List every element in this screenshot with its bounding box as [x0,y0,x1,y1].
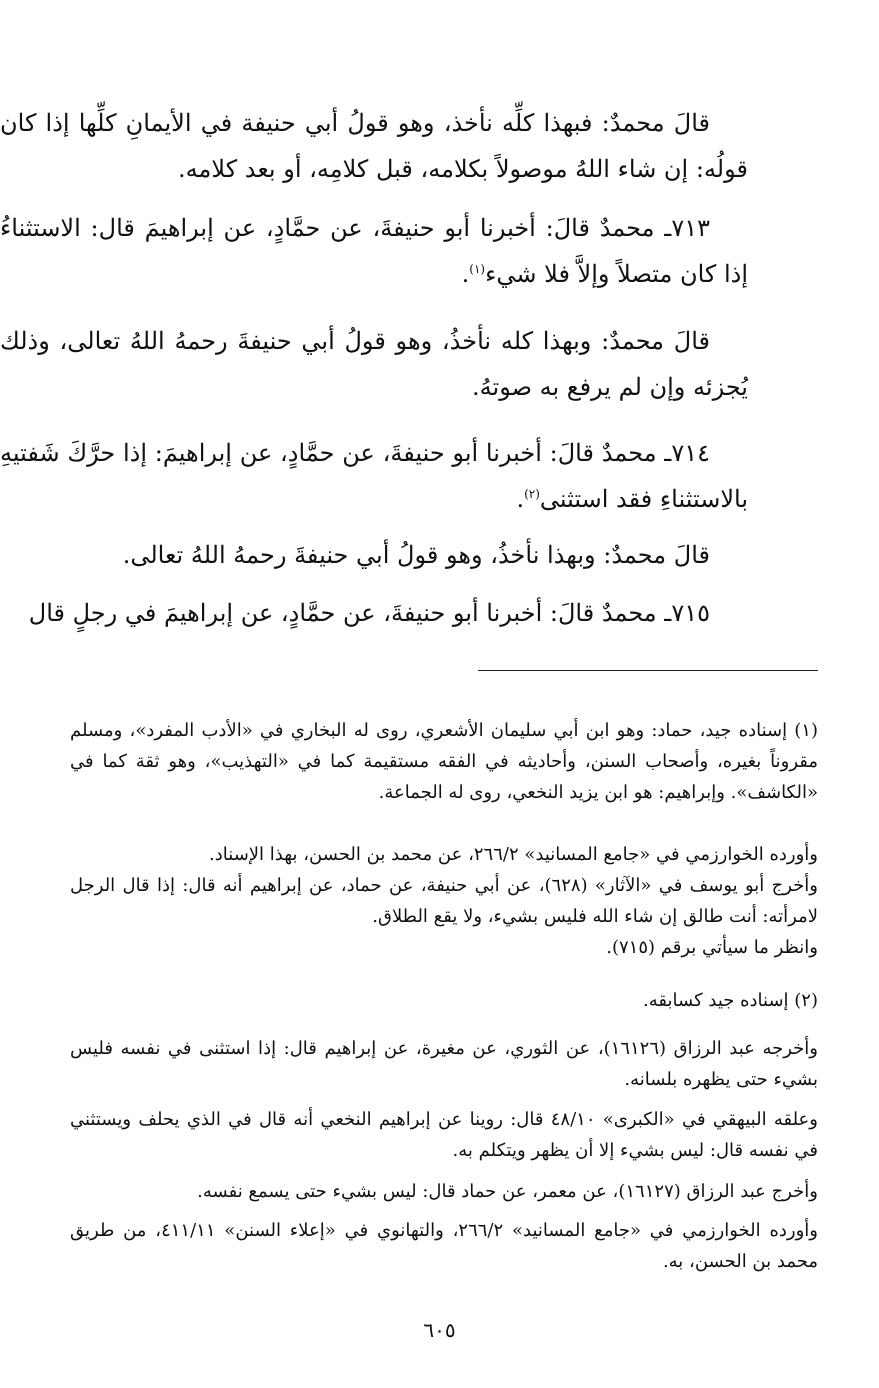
paragraph-714: ٧١٤ـ محمدٌ قالَ: أخبرنا أبو حنيفةَ، عن حمَّادٍ، عن إبراهيمَ: إذا حرَّكَ شَفتيهِ بالاستثناءِ فقد استثنى$^{(٢)}$. [0,439,748,513]
footnote-separator [478,670,818,671]
footnote-1-line-2: وأورده الخوارزمي في «جامع المسانيد» ٢٦٦/٢، عن محمد بن الحسن، بهذا الإسناد. [209,844,818,865]
footnote-2-line-2: وأخرجه عبد الرزاق (١٦١٢٦)، عن الثوري، عن مغيرة، عن إبراهيم قال: إذا استثنى في نفسه فليس بشيء حتى يظهره بلسانه. [70,1038,818,1090]
footnote-ref-2[interactable]: (٢) [524,487,540,501]
footnote-1-line-4: وانظر ما سيأتي برقم (٧١٥). [606,937,818,958]
paragraph-715: ٧١٥ـ محمدٌ قالَ: أخبرنا أبو حنيفةَ، عن حمَّادٍ، عن إبراهيمَ في رجلٍ قال [28,599,710,627]
paragraph-2: قالَ محمدٌ: وبهذا كله نأخذُ، وهو قولُ أبي حنيفةَ رحمهُ اللهُ تعالى، وذلك يُجزئه وإن لم يرفع به صوتهُ. [0,327,748,401]
paragraph-1: قالَ محمدٌ: فبهذا كلِّه نأخذ، وهو قولُ أبي حنيفة في الأيمانِ كلِّها إذا كان قولُه: إن شاء اللهُ موصولاً بكلامه، قبل كلامِه، أو بعد كلامه. [0,109,748,183]
paragraph-3: قالَ محمدٌ: وبهذا نأخذُ، وهو قولُ أبي حنيفةَ رحمهُ اللهُ تعالى. [122,541,710,569]
footnote-1: (١) إسناده جيد، حماد: وهو ابن أبي سليمان الأشعري، روى له البخاري في «الأدب المفرد»، ومسلم مقروناً بغيره، وأصحاب السنن، وأحاديثه في الفقه مستقيمة كما في «التهذيب»، وهو ثقة كما في «الكاشف». وإبراهيم: هو ابن يزيد النخعي، روى له الجماعة. [70,720,818,803]
footnote-ref-1[interactable]: (١) [469,262,486,276]
footnote-2-line-5: وأورده الخوارزمي في «جامع المسانيد» ٢٦٦/٢، والتهانوي في «إعلاء السنن» ٤١١/١١، من طريق محمد بن الحسن، به. [70,1220,818,1272]
footnote-2-line-3: وعلقه البيهقي في «الكبرى» ٤٨/١٠ قال: روينا عن إبراهيم النخعي أنه قال في الذي يحلف ويستثني في نفسه قال: ليس بشيء إلا أن يظهر ويتكلم به. [70,1109,818,1161]
paragraph-713: ٧١٣ـ محمدٌ قالَ: أخبرنا أبو حنيفةَ، عن حمَّادٍ، عن إبراهيمَ قال: الاستثناءُ إذا كان متصلاً وإلاَّ فلا شيء$^{(١)}$. [0,214,748,288]
footnote-2: (٢) إسناده جيد كسابقه. [643,990,818,1011]
page-number: ٦٠٥ [423,1318,456,1342]
footnote-2-line-4: وأخرج عبد الرزاق (١٦١٢٧)، عن معمر، عن حماد قال: ليس بشيء حتى يسمع نفسه. [197,1181,818,1202]
footnote-1-line-3: وأخرج أبو يوسف في «الآثار» (٦٢٨)، عن أبي حنيفة، عن حماد، عن إبراهيم أنه قال: إذا قال الرجل لامرأته: أنت طالق إن شاء الله فليس بشيء، ولا يقع الطلاق. [70,875,818,927]
